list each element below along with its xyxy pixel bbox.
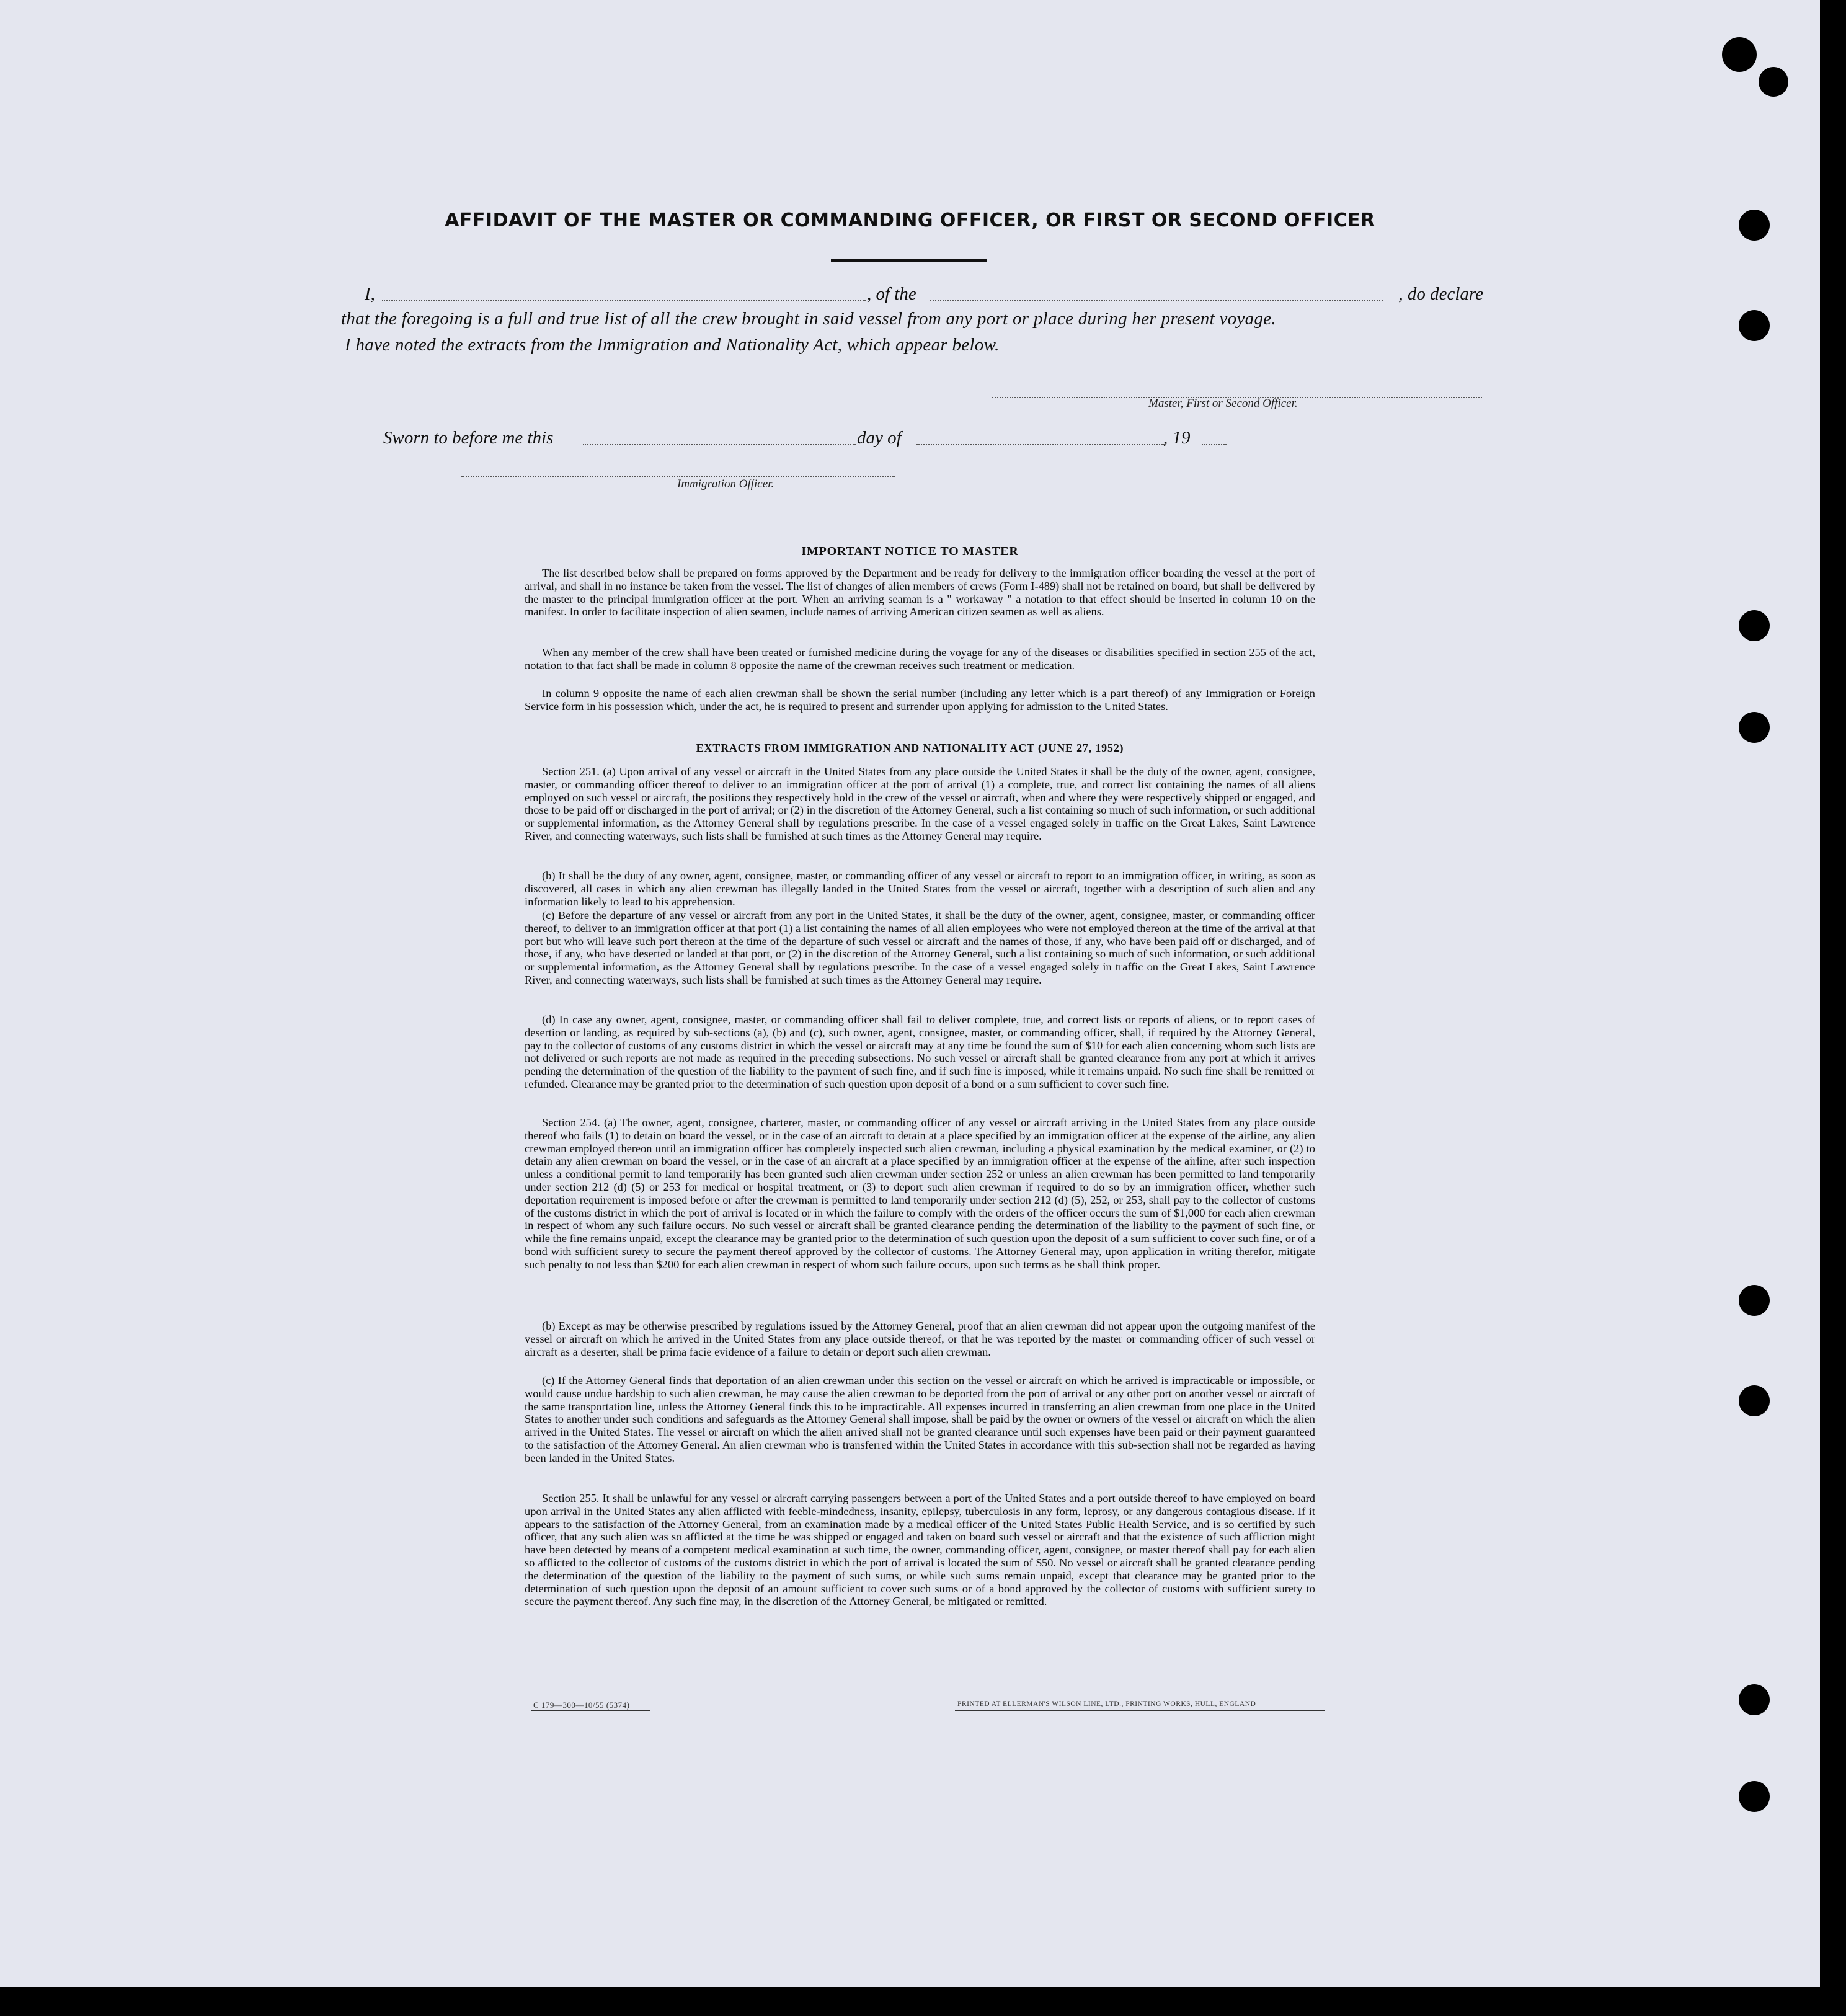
punch-hole [1739,1285,1770,1316]
punch-hole [1759,67,1788,97]
form-code-rule [531,1710,650,1711]
section-251-c: (c) Before the departure of any vessel or aircraft from any port in the United States, it shall be the duty of the owner, agent, consignee, master, or commanding officer thereof, to deliver to an immigration officer at that port (1) a list containing the names of all alien employees who were not employed thereon at the time of the arrival at that port but who will leave such port thereon at the time of the departure of such vessel or aircraft and the names of those, if any, who have been paid off or discharged, and of those, if any, who have deserted or landed at that port, or (2) in the discretion of the Attorney General, such a list containing so much of such information, or such additional or supplemental information, as the Attorney General shall by regulations prescribe. In the case of a vessel engaged solely in traffic on the Great Lakes, Saint Lawrence River, and connecting waterways, such lists shall be furnished at such times as the Attorney General may require. [525,909,1315,986]
name-field[interactable] [382,300,866,301]
section-254-c: (c) If the Attorney General finds that deportation of an alien crewman under this section on the vessel or aircraft on which he arrived is impracticable or impossible, or would cause undue hardship to such alien crewman, he may cause the alien crewman to be deported from the port of arrival or any other port on another vessel or aircraft of the same transportation line, unless the Attorney General finds this to be impracticable. All expenses incurred in transferring an alien crewman from one place in the United States to another under such conditions and safeguards as the Attorney General shall impose, shall be paid by the owner or owners of the vessel or aircraft on which the alien arrived in the United States. The vessel or aircraft on which the alien arrived shall not be granted clearance until such expenses have been paid or their payment guaranteed to the satisfaction of the Attorney General. An alien crewman who is transferred within the United States in accordance with this sub-section shall not be regarded as having been landed in the United States. [525,1374,1315,1464]
immigration-officer-label: Immigration Officer. [677,477,774,491]
declaration-line-3: I have noted the extracts from the Immigration and Nationality Act, which appear below. [345,335,1000,355]
declaration-of-the: , of the [867,284,916,304]
section-254-a: Section 254. (a) The owner, agent, consignee, charterer, master, or commanding officer of any vessel or aircraft arriving in the United States from any place outside thereof who fails (1) to detain on board the vessel, or in the case of an aircraft to detain at a place specified by an immigration officer at the expense of the airline, any alien crewman employed thereon until an immigration officer has completely inspected such alien crewman, including a physical examination by the medical examiner, or (2) to detain any alien crewman on board the vessel, or in the case of an aircraft at a place specified by an immigration officer at the expense of the airline, after such inspection unless a conditional permit to land temporarily has been granted such alien crewman under section 252 or unless an alien crewman has been permitted to land temporarily under section 212 (d) (5) or 253 for medical or hospital treatment, or (3) to deport such alien crewman if required to do so by an immigration officer, whether such deportation requirement is imposed before or after the crewman is permitted to land temporarily under section 212 (d) (5), 252, or 253, shall pay to the collector of customs of the customs district in which the port of arrival is located or in which the failure to comply with the orders of the officer occurs the sum of $1,000 for each alien crewman in respect of whom any such failure occurs. No such vessel or aircraft shall be granted clearance pending the determination of the liability to the payment of such fine, or while the fine remains unpaid, except the clearance may be granted prior to the determination of such question upon the deposit of a sum sufficient to cover such fine, or of a bond with sufficient surety to secure the payment thereof approved by the collector of customs. The Attorney General may, upon application in writing therefor, mitigate such penalty to not less than $200 for each alien crewman in respect of whom such failure occurs, upon such terms as he shall think proper. [525,1116,1315,1271]
punch-hole [1739,1385,1770,1416]
section-254-b: (b) Except as may be otherwise prescribed by regulations issued by the Attorney General, proof that an alien crewman did not appear upon the outgoing manifest of the vessel or aircraft on which he arrived in the United States from any place outside thereof, or that he was reported by the master or commanding officer of such vessel or aircraft as a deserter, shall be prima facie evidence of a failure to detain or deport such alien crewman. [525,1320,1315,1358]
punch-hole [1739,1684,1770,1715]
vessel-field[interactable] [930,300,1383,301]
punch-hole [1739,610,1770,641]
sworn-prefix: Sworn to before me this [383,428,554,448]
punch-hole [1739,310,1770,341]
notice-heading: IMPORTANT NOTICE TO MASTER [801,544,1019,558]
sworn-date-field[interactable] [583,444,856,445]
sworn-day-of: day of [857,428,902,448]
section-251-b: (b) It shall be the duty of any owner, agent, consignee, master, or commanding officer of any vessel or aircraft to report to an immigration officer, in writing, as soon as discovered, all cases in which any alien crewman has illegally landed in the United States from the vessel or aircraft, together with a description of such alien and any information likely to lead to his apprehension. [525,869,1315,908]
master-signature-label: Master, First or Second Officer. [1148,397,1298,410]
printer-imprint-rule [955,1710,1325,1711]
sworn-month-field[interactable] [916,444,1165,445]
punch-hole [1739,1781,1770,1812]
notice-paragraph: When any member of the crew shall have been treated or furnished medicine during the voyage for any of the diseases or disabilities specified in section 255 of the act, notation to that fact shall be made in column 8 opposite the name of the crewman receives such treatment or medication. [525,646,1315,672]
declaration-line-2: that the foregoing is a full and true list of all the crew brought in said vessel from any port or place during her present voyage. [341,309,1276,329]
extracts-heading: EXTRACTS FROM IMMIGRATION AND NATIONALITY ACT (JUNE 27, 1952) [696,742,1124,754]
title-underline [831,259,987,262]
sworn-year-field[interactable] [1202,444,1227,445]
printer-imprint: PRINTED AT ELLERMAN'S WILSON LINE, LTD., PRINTING WORKS, HULL, ENGLAND [957,1700,1256,1708]
punch-hole [1739,712,1770,743]
punch-hole [1722,37,1757,72]
sworn-year: , 19 [1163,428,1191,448]
notice-paragraph: In column 9 opposite the name of each alien crewman shall be shown the serial number (including any letter which is a part thereof) of any Immigration or Foreign Service form in his possession which, under the act, he is required to present and surrender upon applying for admission to the United States. [525,687,1315,713]
form-code: C 179—300—10/55 (5374) [533,1700,630,1710]
notice-paragraph: The list described below shall be prepared on forms approved by the Department and be ready for delivery to the immigration officer boarding the vessel at the port of arrival, and shall in no instance be taken from the vessel. The list of changes of alien members of crews (Form I-489) shall not be retained on board, but shall be delivered by the master to the principal immigration officer at the port. When an arriving seaman is a " workaway " a notation to that effect should be inserted in column 10 on the manifest. In order to facilitate inspection of alien seamen, include names of arriving American citizen seamen as well as aliens. [525,567,1315,618]
document-title: AFFIDAVIT OF THE MASTER OR COMMANDING OFFICER, OR FIRST OR SECOND OFFICER [445,210,1375,231]
section-251-d: (d) In case any owner, agent, consignee, master, or commanding officer shall fail to deliver complete, true, and correct lists or reports of aliens, or to report cases of desertion or landing, as required by sub-sections (a), (b) and (c), such owner, agent, consignee, master, or commanding officer, shall, if required by the Attorney General, pay to the collector of customs of any customs district in which the vessel or aircraft may at any time be found the sum of $10 for each alien concerning whom such lists are not delivered or such reports are not made as required in the preceding subsections. No such vessel or aircraft shall be granted clearance from any port at which it arrives pending the determination of the question of the liability to the payment of such fine, and if such fine is imposed, while it remains unpaid. No such fine shall be remitted or refunded. Clearance may be granted prior to the determination of such question upon deposit of a bond or a sum sufficient to cover such fine. [525,1013,1315,1090]
declaration-end: , do declare [1398,284,1483,304]
section-255: Section 255. It shall be unlawful for any vessel or aircraft carrying passengers between a port of the United States and a port outside thereof to have employed on board upon arrival in the United States any alien afflicted with feeble-mindedness, insanity, epilepsy, tuberculosis in any form, leprosy, or any dangerous contagious disease. If it appears to the satisfaction of the Attorney General, from an examination made by a medical officer of the United States Public Health Service, and is so certified by such officer, that any such alien was so afflicted at the time he was shipped or engaged and taken on board such vessel or aircraft and that the existence of such affliction might have been detected by means of a competent medical examination at such time, the owner, commanding officer, agent, consignee, or master thereof shall pay for each alien so afflicted to the collector of customs of the customs district in which the port of arrival is located the sum of $50. No vessel or aircraft shall be granted clearance pending the determination of the question of the liability to the payment of such sums, or while such sums remain unpaid, except that clearance may be granted prior to the determination of such question upon the deposit of an amount sufficient to cover such sums or of a bond approved by the collector of customs with sufficient surety to secure the payment thereof. Any such fine may, in the discretion of the Attorney General, be mitigated or remitted. [525,1492,1315,1608]
section-251-a: Section 251. (a) Upon arrival of any vessel or aircraft in the United States from any place outside the United States it shall be the duty of the owner, agent, consignee, master, or commanding officer thereof to deliver to an immigration officer at the port of arrival (1) a complete, true, and correct list containing the names of all aliens employed on such vessel or aircraft, the positions they respectively hold in the crew of the vessel or aircraft, when and where they were respectively shipped or engaged, and those to be paid off or discharged in the port of arrival; or (2) in the discretion of the Attorney General, such a list containing so much of such information, or such additional or supplemental information, as the Attorney General shall by regulations prescribe. In the case of a vessel engaged solely in traffic on the Great Lakes, Saint Lawrence River, and connecting waterways, such lists shall be furnished at such times as the Attorney General may require. [525,765,1315,842]
declaration-i: I, [365,284,375,304]
